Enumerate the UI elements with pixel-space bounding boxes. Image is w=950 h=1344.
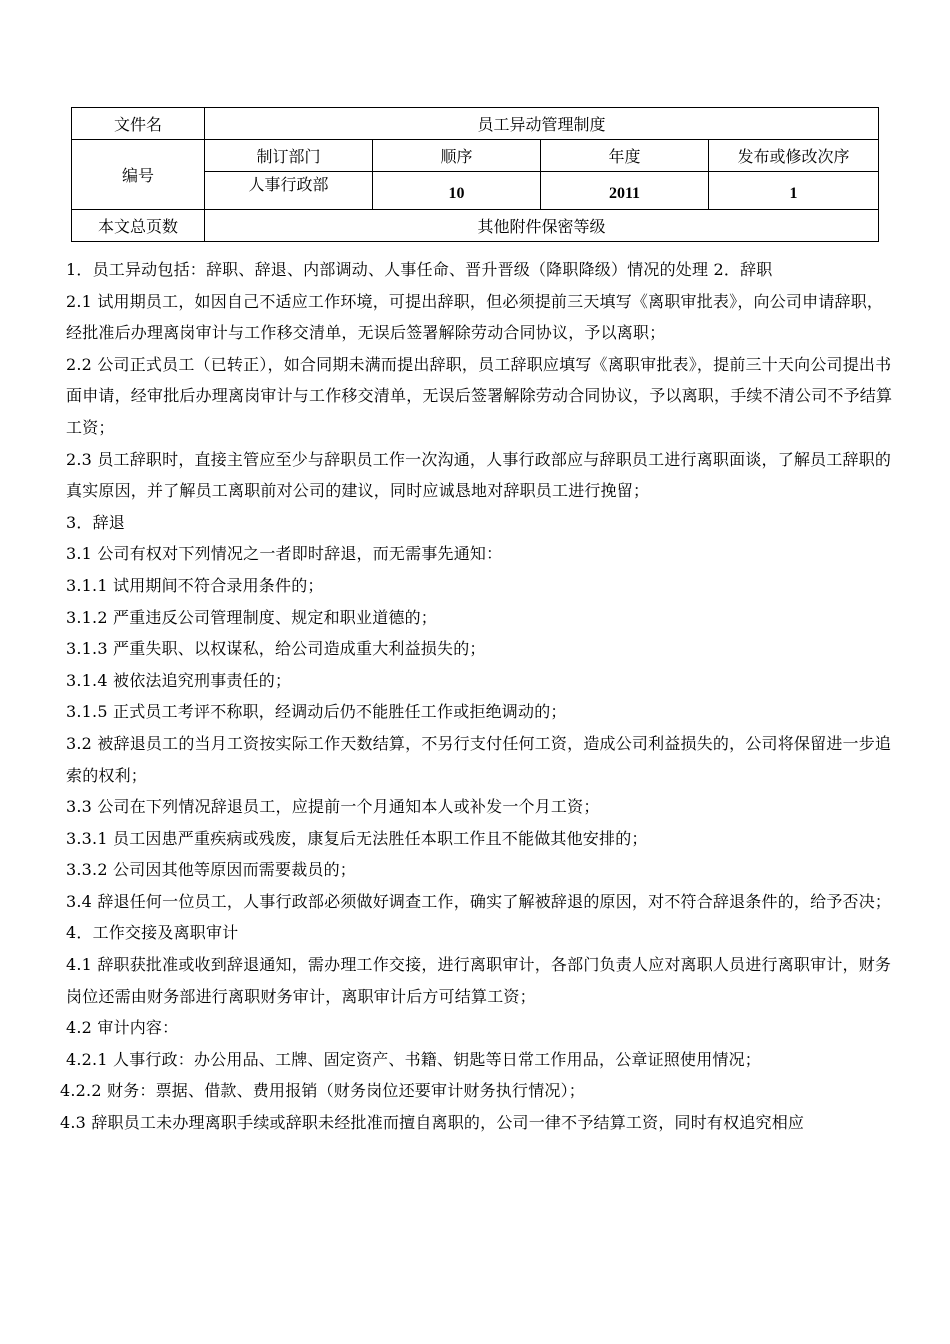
paragraph-3-3: 3.3 公司在下列情况辞退员工，应提前一个月通知本人或补发一个月工资；: [66, 797, 600, 817]
revision-label: 发布或修改次序: [709, 140, 879, 172]
paragraph-1: 1．员工异动包括：辞职、辞退、内部调动、人事任命、晋升晋级（降职降级）情况的处理 2．辞职: [66, 260, 773, 279]
paragraph-3-1-4: 3.1.4 被依法追究刑事责任的；: [66, 670, 292, 690]
paragraph-3-1-3: 3.1.3 严重失职、以权谋私，给公司造成重大利益损失的；: [66, 639, 486, 659]
other-attachment-label: 其他附件保密等级: [205, 210, 879, 242]
section-4-heading: 4．工作交接及离职审计: [66, 923, 239, 943]
table-row: [72, 210, 879, 242]
order-label: 顺序: [373, 140, 541, 172]
paragraph-3-1: 3.1 公司有权对下列情况之一者即时辞退，而无需事先通知：: [66, 544, 503, 564]
paragraph-2-2: 2.2 公司正式员工（已转正），如合同期未满而提出辞职，员工辞职应填写《离职审批表》，提前三十天向公司提出书面申请，经审批后办理离岗审计与工作移交清单，无误后签署解除劳动合同协议，予以离职，手续不清公司不予结算工资；: [66, 354, 893, 437]
header-table: [71, 107, 879, 242]
paragraph-3-3-2: 3.3.2 公司因其他等原因而需要裁员的；: [66, 860, 356, 880]
paragraph-4-2-2: 4.2.2 财务：票据、借款、费用报销（财务岗位还要审计财务执行情况）；: [60, 1081, 585, 1101]
paragraph-3-1-2: 3.1.2 严重违反公司管理制度、规定和职业道德的；: [66, 607, 437, 627]
paragraph-4-3: 4.3 辞职员工未办理离职手续或辞职未经批准而擅自离职的，公司一律不予结算工资，同时有权追究相应: [60, 1113, 805, 1133]
paragraph-3-3-1: 3.3.1 员工因患严重疾病或残废，康复后无法胜任本职工作且不能做其他安排的；: [66, 828, 648, 848]
paragraph-3-2: 3.2 被辞退员工的当月工资按实际工作天数结算，不另行支付任何工资，造成公司利益损失的，公司将保留进一步追索的权利；: [66, 733, 892, 785]
table-row: [72, 108, 879, 140]
revision-value: 1: [709, 172, 879, 210]
dept-value: 人事行政部: [205, 172, 373, 210]
year-value: 2011: [541, 172, 709, 210]
number-label: 编号: [72, 140, 205, 210]
paragraph-3-4: 3.4 辞退任何一位员工，人事行政部必须做好调查工作，确实了解被辞退的原因，对不符合辞退条件的，给予否决；: [66, 891, 892, 911]
paragraph-4-1: 4.1 辞职获批准或收到辞退通知，需办理工作交接，进行离职审计，各部门负责人应对离职人员进行离职审计，财务岗位还需由财务部进行离职财务审计，离职审计后方可结算工资；: [66, 955, 892, 1006]
paragraph-3-1-1: 3.1.1 试用期间不符合录用条件的；: [66, 575, 324, 595]
paragraph-4-2: 4.2 审计内容：: [66, 1018, 179, 1038]
total-pages-label: 本文总页数: [72, 210, 205, 242]
file-name-label: 文件名: [72, 108, 205, 140]
order-value: 10: [373, 172, 541, 210]
table-row: [72, 140, 879, 172]
paragraph-3-1-5: 3.1.5 正式员工考评不称职，经调动后仍不能胜任工作或拒绝调动的；: [66, 702, 567, 722]
section-3-heading: 3．辞退: [66, 512, 125, 532]
dept-label: 制订部门: [205, 140, 373, 172]
document-body: [60, 254, 894, 1139]
paragraph-4-2-1: 4.2.1 人事行政：办公用品、工牌、固定资产、书籍、钥匙等日常工作用品，公章证照使用情况；: [66, 1049, 761, 1069]
file-name-value: 员工异动管理制度: [205, 108, 879, 140]
paragraph-2-3: 2.3 员工辞职时，直接主管应至少与辞职员工作一次沟通，人事行政部应与辞职员工进行离职面谈，了解员工辞职的真实原因，并了解员工离职前对公司的建议，同时应诚恳地对辞职员工进行挽留；: [66, 449, 892, 501]
paragraph-2-1: 2.1 试用期员工，如因自己不适应工作环境，可提出辞职，但必须提前三天填写《离职审批表》，向公司申请辞职，经批准后办理离岗审计与工作移交清单，无误后签署解除劳动合同协议，予以离职；: [66, 291, 884, 343]
year-label: 年度: [541, 140, 709, 172]
